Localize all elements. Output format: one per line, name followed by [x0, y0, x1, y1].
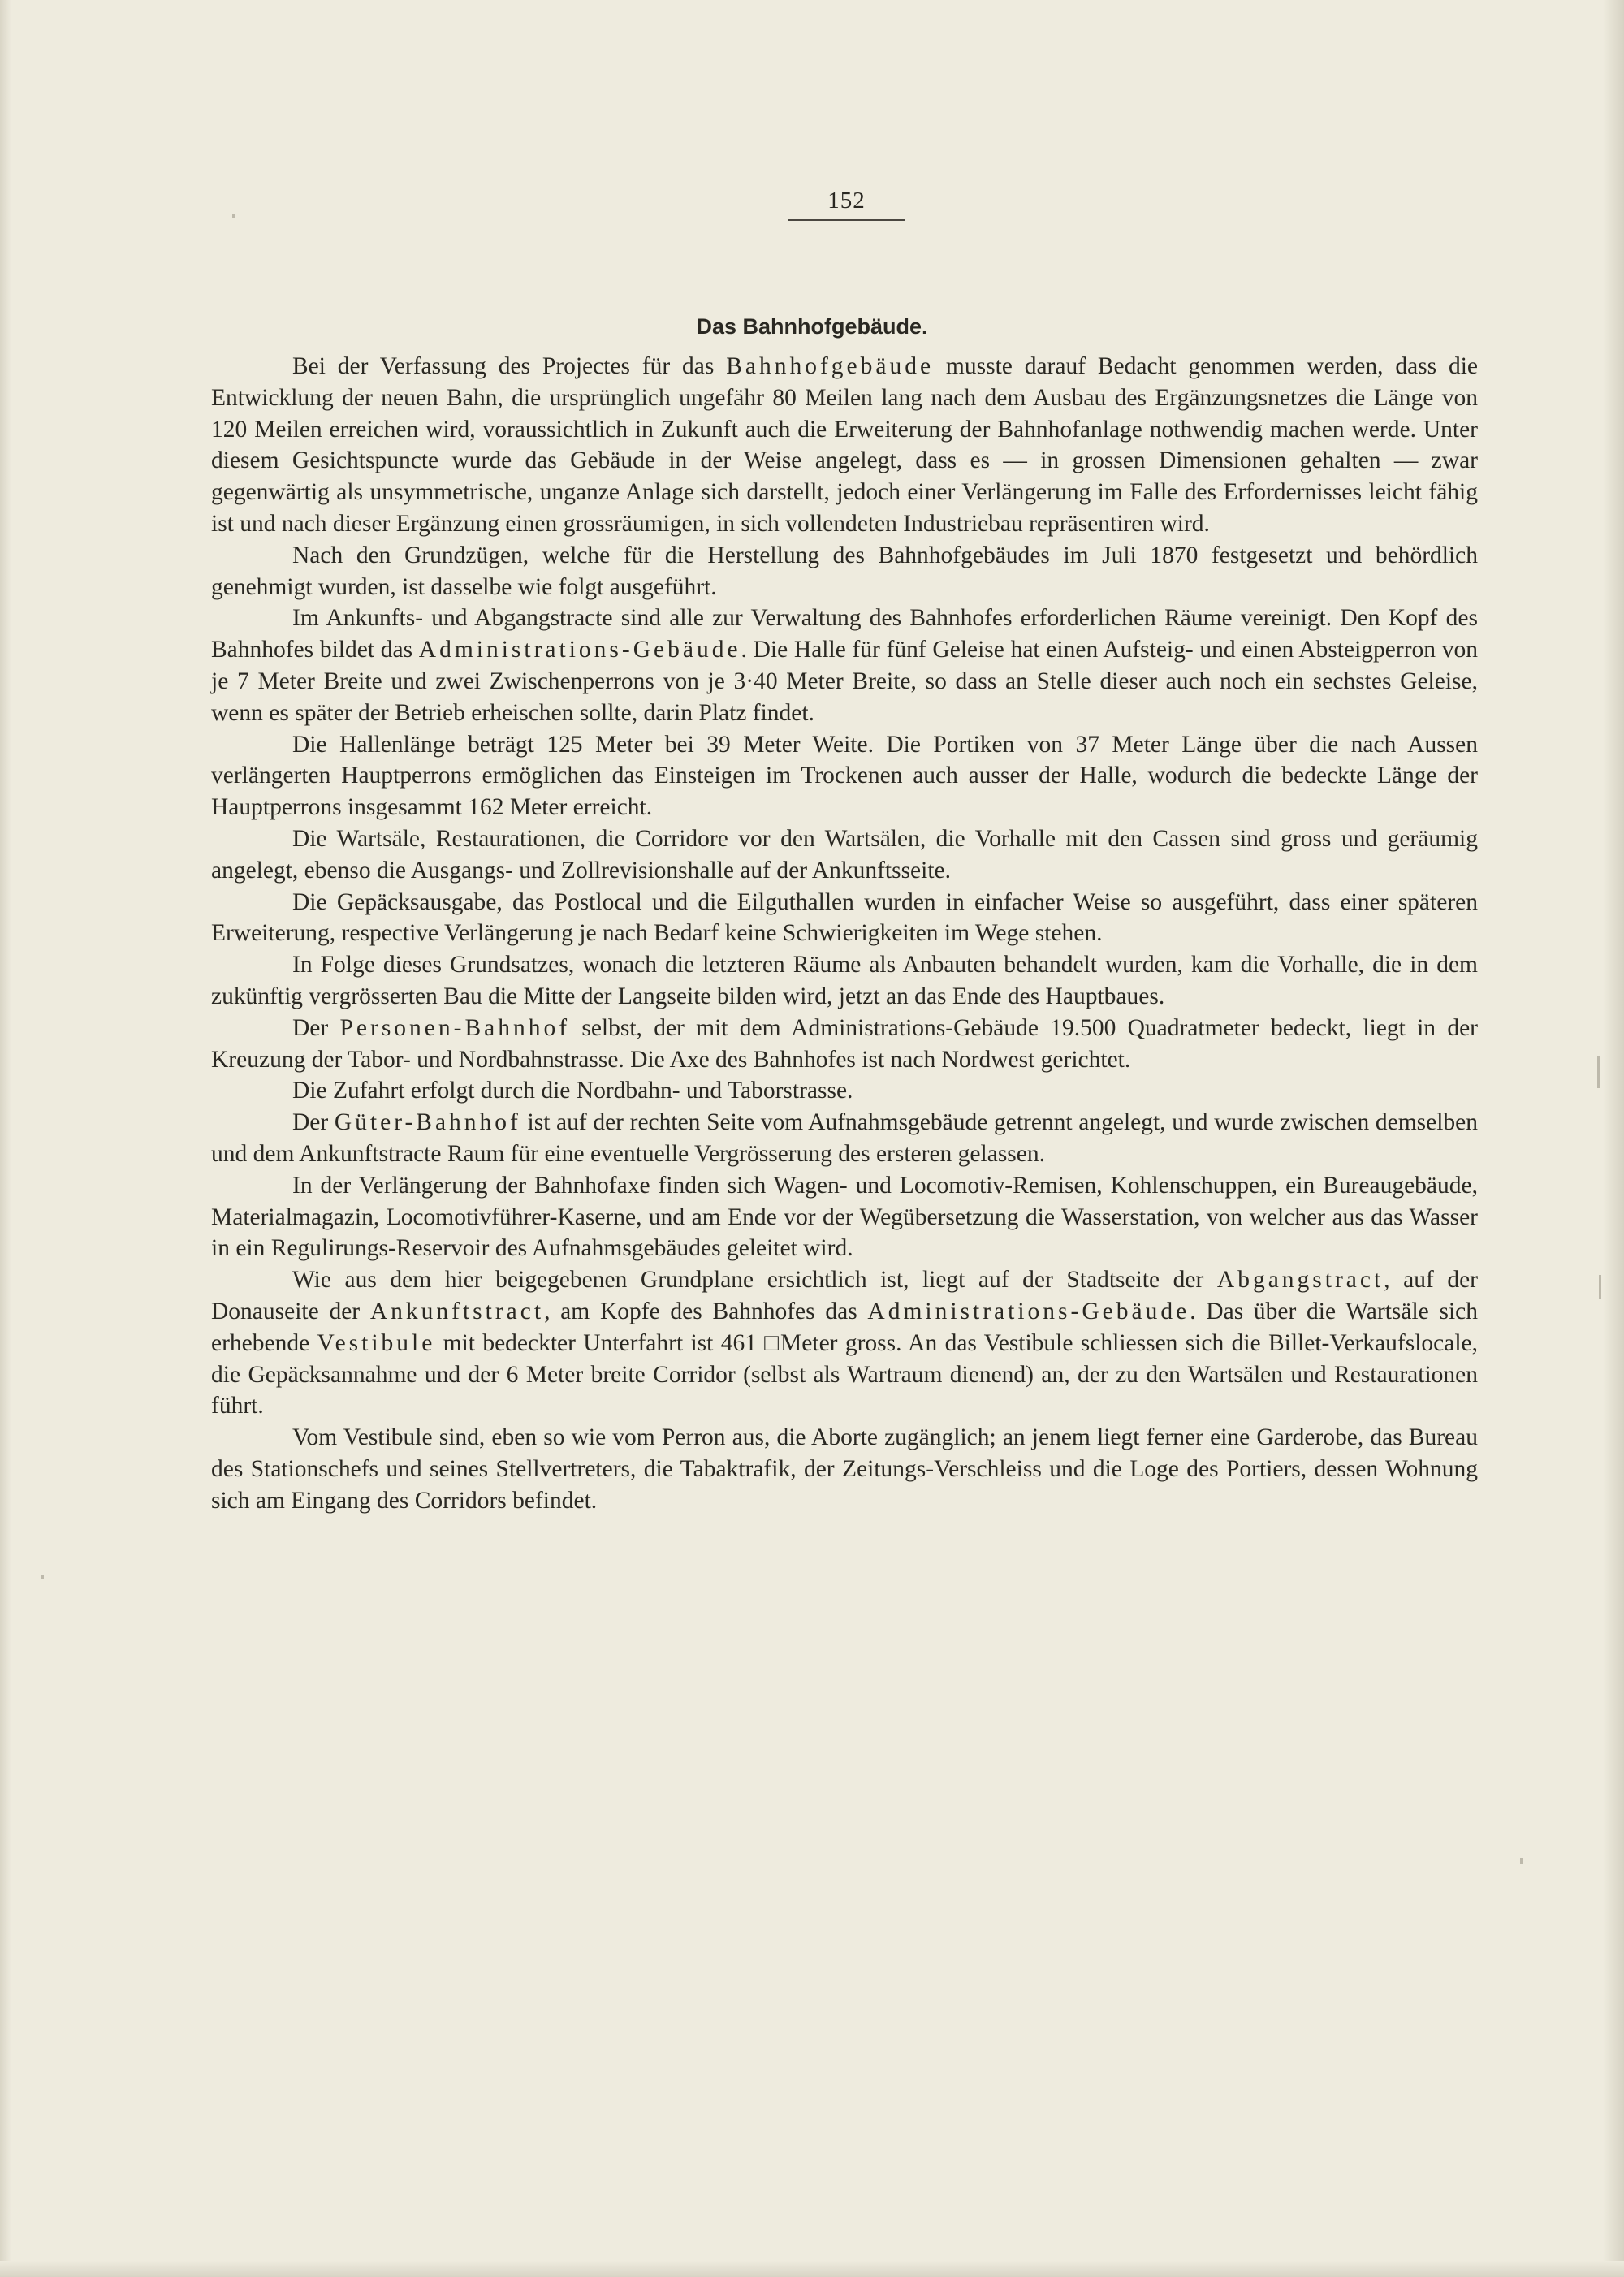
paragraph-text: In der Verlängerung der Bahnhofaxe finden sich Wagen- und Locomotiv-Remisen, Kohlenschuppen, ein Bureaugebäude, Materialmagazin, Locomotivführer-Kaserne, und am Ende vor der Wegübersetzung die Wasserstation, von welcher aus das Wasser in ein Regulirungs-Reservoir des Aufnahmsgebäudes geleitet wird.	[211, 1172, 1478, 1262]
paragraph	[211, 1013, 1478, 1076]
paragraph-text: Wie aus dem hier beigegebenen Grundplane ersichtlich ist, liegt auf der Stadtseite der	[292, 1267, 1217, 1294]
paragraph	[211, 729, 1478, 823]
paragraph	[211, 1075, 1478, 1107]
paragraph	[211, 351, 1478, 540]
paragraph-text: Im Ankunfts- und Abgangstracte sind alle zur Verwaltung des Bahnhofes erforderlichen Räume vereinigt. Den Kopf des Bahnhofes bildet das	[211, 605, 1478, 663]
paragraph-text: Die Hallenlänge beträgt 125 Meter bei 39 Meter Weite. Die Portiken von 37 Meter Länge über die nach Aussen verlängerten Hauptperrons ermöglichen das Einsteigen im Trockenen auch ausser der Halle, wodurch die bedeckte Länge der Hauptperrons insgesammt 162 Meter erreicht.	[211, 731, 1478, 821]
paragraph	[211, 887, 1478, 950]
section-heading: Das Bahnhofgebäude.	[696, 314, 928, 339]
scan-speck	[232, 214, 235, 218]
paragraph-text: Der	[292, 1014, 340, 1041]
spaced-term: Abgangstract	[1216, 1267, 1384, 1294]
paragraph-text: selbst, der mit dem Administrations-Gebäude 19.500 Quadratmeter bedeckt, liegt in der Kreuzung der Tabor- und Nordbahnstrasse. Die Axe des Bahnhofes ist nach Nordwest gerichtet.	[211, 1014, 1478, 1073]
spaced-term: Ankunftstract	[369, 1298, 545, 1324]
page-edge-left	[0, 0, 11, 2277]
paragraph	[211, 603, 1478, 728]
paragraph-text: musste darauf Bedacht genommen werden, dass die Entwicklung der neuen Bahn, die ursprünglich ungefähr 80 Meilen lang nach dem Ausbau des Ergänzungsnetzes die Länge von 120 Meilen erreichen wird, voraussichtlich in Zukunft auch die Erweiterung der Bahnhofanlage nothwendig machen werde. Unter diesem Gesichtspuncte wurde das Gebäude in der Weise angelegt, dass es — in grossen Dimensionen gehalten — zwar gegenwärtig als unsymmetrische, unganze Anlage sich darstellt, jedoch einer Verlängerung im Falle des Erfordernisses leicht fähig ist und nach dieser Ergänzung einen grossräumigen, in sich vollendeten Industriebau repräsentiren wird.	[211, 353, 1478, 537]
paragraph-text: Die Zufahrt erfolgt durch die Nordbahn- und Taborstrasse.	[292, 1078, 853, 1104]
scan-speck	[1520, 1858, 1523, 1864]
paragraph-text: . Die Halle für fünf Geleise hat einen Aufsteig- und einen Absteigperron von je 7 Meter Breite und zwei Zwischenperrons von je 3·40 Meter Breite, so dass an Stelle dieser auch noch ein sechstes Geleise, wenn es später der Betrieb erheischen sollte, darin Platz findet.	[211, 637, 1478, 726]
paragraph-text: Der	[292, 1109, 335, 1136]
paragraph-text: In Folge dieses Grundsatzes, wonach die letzteren Räume als Anbauten behandelt wurden, kam die Vorhalle, die in dem zukünftig vergrösserten Bau die Mitte der Langseite bilden wird, jetzt an das Ende des Hauptbaues.	[211, 952, 1478, 1009]
page-edge-right	[1603, 0, 1624, 2277]
paragraph	[211, 949, 1478, 1013]
spaced-term: Vestibule	[317, 1329, 436, 1356]
scan-speck	[1597, 1056, 1600, 1088]
page-edge-bottom	[0, 2261, 1624, 2277]
paragraph	[211, 1264, 1478, 1422]
paragraph	[211, 1170, 1478, 1264]
paragraph-text: mit bedeckter Unterfahrt ist 461 □Meter gross. An das Vestibule schliessen sich die Billet-Verkaufslocale, die Gepäcksannahme und der 6 Meter breite Corridor (selbst als Wartraum dienend) an, der zu den Wartsälen und Restaurationen führt.	[211, 1329, 1478, 1419]
spaced-term: Administrations-Gebäude	[867, 1298, 1190, 1324]
paragraph-text: . Das über die Wartsäle sich erhebende	[211, 1298, 1479, 1356]
paragraph-text: Nach den Grundzügen, welche für die Herstellung des Bahnhofgebäudes im Juli 1870 festgesetzt und behördlich genehmigt wurden, ist dasselbe wie folgt ausgeführt.	[211, 542, 1478, 600]
scan-speck	[1599, 1275, 1601, 1299]
paragraph-text: ist auf der rechten Seite vom Aufnahmsgebäude getrennt angelegt, und wurde zwischen demselben und dem Ankunftstracte Raum für eine eventuelle Vergrösserung des ersteren gelassen.	[211, 1109, 1478, 1167]
paragraph-text: , am Kopfe des Bahnhofes das	[544, 1298, 868, 1324]
page-number-rule	[788, 219, 905, 221]
paragraph	[211, 823, 1478, 887]
scan-speck	[41, 1575, 44, 1579]
paragraph-text: Vom Vestibule sind, eben so wie vom Perron aus, die Aborte zugänglich; an jenem liegt ferner eine Garderobe, das Bureau des Stationschefs und seines Stellvertreters, die Tabaktrafik, der Zeitungs-Verschleiss und die Loge des Portiers, dessen Wohnung sich am Eingang des Corridors befindet.	[211, 1424, 1478, 1514]
spaced-term: Güter-Bahnhof	[334, 1109, 521, 1136]
paragraph-text: Die Gepäcksausgabe, das Postlocal und die Eilguthallen wurden in einfacher Weise so ausgeführt, dass einer späteren Erweiterung, respective Verlängerung je nach Bedarf keine Schwierigkeiten im Wege stehen.	[211, 888, 1478, 947]
paragraph	[211, 540, 1478, 603]
paragraph-text: Die Wartsäle, Restaurationen, die Corridore vor den Wartsälen, die Vorhalle mit den Cassen sind gross und geräumig angelegt, ebenso die Ausgangs- und Zollrevisionshalle auf der Ankunftsseite.	[211, 825, 1478, 884]
paragraph	[211, 1107, 1478, 1170]
spaced-term: Bahnhofgebäude	[726, 353, 935, 379]
paragraph-text: Bei der Verfassung des Projectes für das	[292, 353, 727, 379]
spaced-term: Administrations-Gebäude	[418, 637, 741, 663]
paragraph	[211, 1422, 1478, 1516]
spaced-term: Personen-Bahnhof	[339, 1014, 571, 1041]
paragraph-text: , auf der Donauseite der	[211, 1267, 1479, 1324]
page-number: 152	[827, 188, 866, 214]
body-text	[211, 351, 1478, 1516]
